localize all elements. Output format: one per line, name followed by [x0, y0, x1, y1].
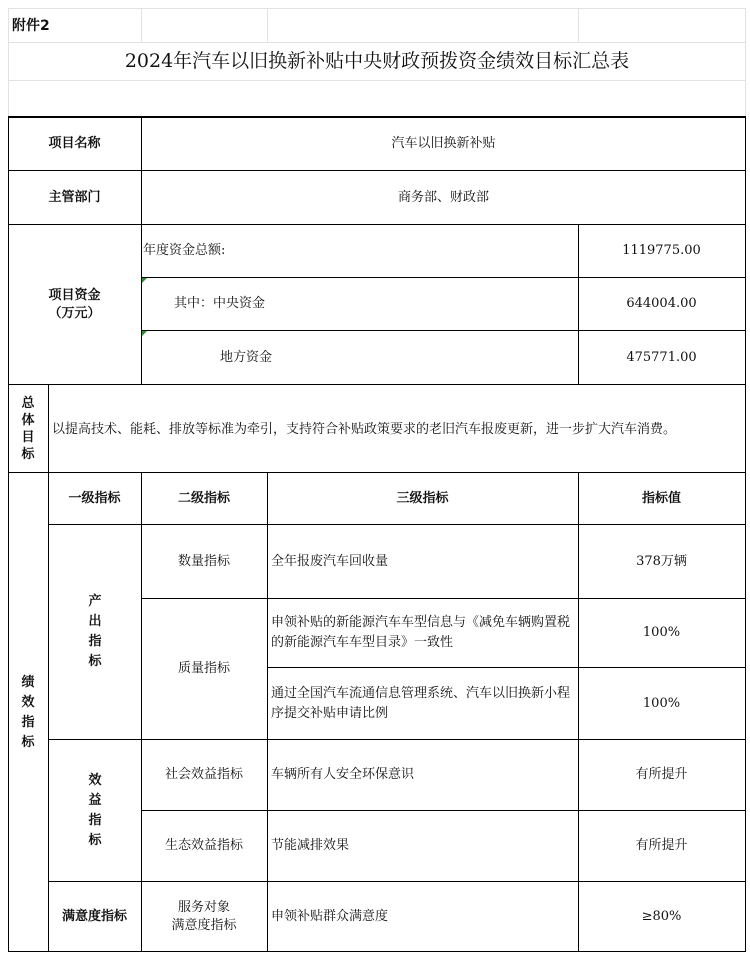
benefit-indicators-label: 效益指标: [88, 772, 102, 848]
satisfaction-value: ≥80%: [641, 908, 682, 924]
department-label: 主管部门: [48, 189, 101, 205]
gridline: [8, 80, 746, 81]
department-value: 商务部、财政部: [397, 189, 489, 205]
quality-indicator-value-2: 100%: [642, 695, 681, 711]
funds-central-value: 644004.00: [626, 296, 697, 311]
ecological-benefit-value: 有所提升: [635, 838, 688, 853]
gridline: [8, 8, 746, 9]
social-benefit-label: 社会效益指标: [164, 767, 243, 782]
table-border: [267, 472, 268, 952]
ecological-benefit-label: 生态效益指标: [164, 838, 243, 853]
quantity-indicator-item: 全年报废汽车回收量: [271, 553, 389, 569]
table-border: [48, 384, 49, 952]
satisfaction-indicators-label: 满意度指标: [61, 908, 127, 924]
quantity-indicator-label: 数量指标: [177, 553, 230, 569]
quality-indicator-label: 质量指标: [177, 661, 230, 676]
gridline: [8, 42, 746, 43]
funds-central-label: 其中：中央资金: [174, 296, 266, 311]
funds-local-label: 地方资金: [220, 349, 273, 365]
header-level2: 二级指标: [177, 490, 230, 506]
page-title: 2024年汽车以旧换新补贴中央财政预拨资金绩效目标汇总表: [124, 50, 630, 72]
social-benefit-item: 车辆所有人安全环保意识: [271, 767, 415, 782]
funds-label: [8, 225, 141, 384]
project-name-value: 汽车以旧换新补贴: [391, 136, 496, 151]
output-indicators-label: 产出指标: [88, 594, 102, 669]
cell-comment-marker: [142, 331, 147, 336]
satisfaction-item: 申领补贴群众满意度: [271, 908, 389, 924]
ecological-benefit-item: 节能减排效果: [271, 838, 350, 853]
satisfaction-sub-label-line2: 满意度指标: [171, 917, 237, 933]
funds-label-line2: （万元）: [48, 305, 101, 321]
cell-comment-marker: [142, 278, 147, 283]
funds-local-value: 475771.00: [626, 349, 697, 365]
quality-indicator-item-1: 申领补贴的新能源汽车车型信息与《减免车辆购置税的新能源汽车车型目录》一致性: [271, 615, 571, 650]
performance-indicators-label: 绩效指标: [21, 674, 35, 750]
project-name-label: 项目名称: [48, 136, 101, 151]
overall-goal-label: 总体目标: [21, 395, 35, 462]
social-benefit-value: 有所提升: [635, 767, 688, 782]
quality-indicator-item-2: 通过全国汽车流通信息管理系统、汽车以旧换新小程序提交补贴申请比例: [271, 685, 571, 721]
table-border: [8, 384, 746, 385]
funds-total-label: 年度资金总额:: [143, 243, 226, 258]
satisfaction-sub-label: [141, 882, 267, 951]
table-border: [8, 951, 746, 952]
funds-label-line1: 项目资金: [48, 287, 101, 303]
gridline: [267, 8, 268, 42]
header-value: 指标值: [641, 490, 681, 506]
quality-indicator-value-1: 100%: [642, 625, 681, 640]
table-border: [745, 116, 746, 952]
header-level1: 一级指标: [68, 490, 121, 506]
funds-total-value: 1119775.00: [622, 243, 701, 258]
header-level3: 三级指标: [396, 490, 449, 506]
quantity-indicator-value: 378万辆: [636, 553, 687, 569]
annex-label: 附件2: [12, 18, 50, 34]
satisfaction-sub-label-line1: 服务对象: [177, 899, 230, 915]
overall-goal-text: 以提高技术、能耗、排放等标准为牵引，支持符合补贴政策要求的老旧汽车报废更新，进一步扩大汽车消费。: [52, 421, 677, 437]
gridline: [578, 8, 579, 42]
gridline: [141, 8, 142, 42]
